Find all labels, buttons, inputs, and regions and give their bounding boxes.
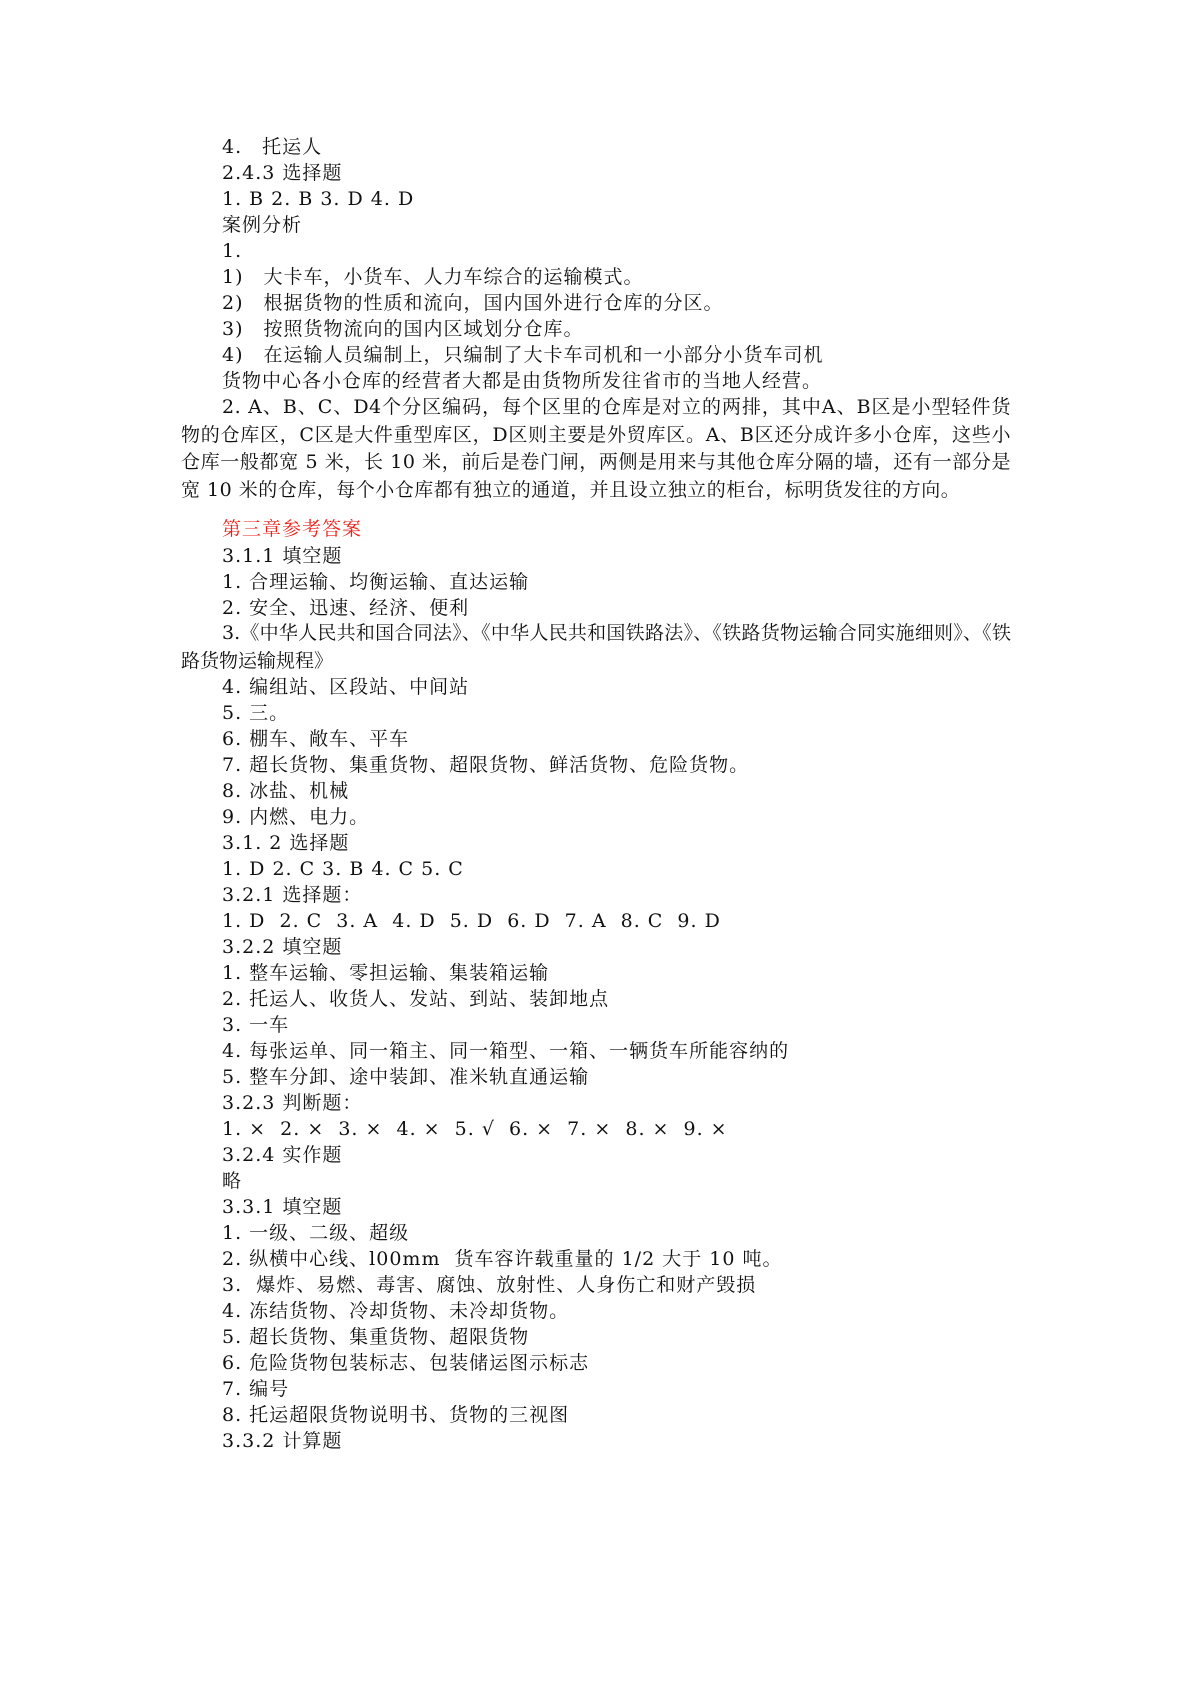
section-heading: 3.3.2 计算题	[222, 1430, 343, 1452]
answer-line: 2. 安全、迅速、经济、便利	[222, 597, 470, 619]
section-heading: 3.2.3 判断题：	[222, 1092, 363, 1114]
answer-line: 3. 一车	[222, 1014, 290, 1036]
answer-line: 7. 超长货物、集重货物、超限货物、鲜活货物、危险货物。	[222, 754, 750, 776]
answer-line: 8. 托运超限货物说明书、货物的三视图	[222, 1404, 570, 1426]
answer-line: 8. 冰盐、机械	[222, 780, 350, 802]
answer-line: 6. 危险货物包装标志、包装储运图示标志	[222, 1352, 590, 1374]
answer-line: 1. B 2. B 3. D 4. D	[222, 188, 415, 210]
answer-line: 4. 冻结货物、冷却货物、未冷却货物。	[222, 1300, 570, 1322]
answer-line: 2) 根据货物的性质和流向，国内国外进行仓库的分区。	[222, 292, 724, 314]
case-paragraph: 2. A、B、C、D4个分区编码，每个区里的仓库是对立的两排，其中A、B区是小型轻件货物的仓库区，C区是大件重型库区，D区则主要是外贸库区。A、B区还分成许多小仓库，这些小仓库一般都宽 5 米，长 10 米，前后是卷门闸，两侧是用来与其他仓库分隔的墙，还有一部分是宽 10 米的仓库，每个小仓库都有独立的通道，并且设立独立的柜台，标明货发往的方向。	[181, 396, 1011, 501]
answer-line: 4. 编组站、区段站、中间站	[222, 676, 470, 698]
answer-line: 1. D 2. C 3. A 4. D 5. D 6. D 7. A 8. C 9. D	[222, 910, 721, 932]
answer-line: 1.	[222, 240, 243, 262]
answer-line: 1. × 2. × 3. × 4. × 5. √ 6. × 7. × 8. × 9. ×	[222, 1118, 728, 1140]
answer-line: 5. 整车分卸、途中装卸、准米轨直通运输	[222, 1066, 590, 1088]
chapter-heading: 第三章参考答案	[222, 518, 363, 540]
law-paragraph: 3.《中华人民共和国合同法》、《中华人民共和国铁路法》、《铁路货物运输合同实施细则》、《铁路货物运输规程》	[181, 622, 1011, 672]
answer-line: 3) 按照货物流向的国内区域划分仓库。	[222, 318, 584, 340]
answer-line: 7. 编号	[222, 1378, 290, 1400]
answer-line: 5. 三。	[222, 702, 290, 724]
answer-line: 1) 大卡车，小货车、人力车综合的运输模式。	[222, 266, 644, 288]
answer-line: 2. 托运人、收货人、发站、到站、装卸地点	[222, 988, 610, 1010]
answer-line: 4) 在运输人员编制上，只编制了大卡车司机和一小部分小货车司机	[222, 344, 824, 366]
answer-line: 4. 每张运单、同一箱主、同一箱型、一箱、一辆货车所能容纳的	[222, 1040, 790, 1062]
answer-line: 9. 内燃、电力。	[222, 806, 370, 828]
section-heading: 3.2.1 选择题：	[222, 884, 363, 906]
answer-line: 6. 棚车、敞车、平车	[222, 728, 410, 750]
section-heading: 2.4.3 选择题	[222, 162, 343, 184]
answer-line: 3. 爆炸、易燃、毒害、腐蚀、放射性、人身伤亡和财产毁损	[222, 1274, 757, 1296]
answer-line: 货物中心各小仓库的经营者大都是由货物所发往省市的当地人经营。	[222, 370, 823, 392]
section-heading: 3.1. 2 选择题	[222, 832, 350, 854]
section-heading: 案例分析	[222, 214, 303, 236]
answer-line: 4. 托运人	[222, 136, 323, 158]
answer-line: 略	[222, 1170, 243, 1192]
section-heading: 3.2.4 实作题	[222, 1144, 343, 1166]
section-heading: 3.1.1 填空题	[222, 545, 343, 567]
section-heading: 3.2.2 填空题	[222, 936, 343, 958]
answer-line: 1. 整车运输、零担运输、集装箱运输	[222, 962, 550, 984]
answer-line: 1. 一级、二级、超级	[222, 1222, 410, 1244]
answer-line: 2. 纵横中心线、l00mm 货车容许载重量的 1/2 大于 10 吨。	[222, 1248, 783, 1270]
answer-line: 1. D 2. C 3. B 4. C 5. C	[222, 858, 464, 880]
answer-line: 1. 合理运输、均衡运输、直达运输	[222, 571, 530, 593]
answer-line: 5. 超长货物、集重货物、超限货物	[222, 1326, 530, 1348]
section-heading: 3.3.1 填空题	[222, 1196, 343, 1218]
